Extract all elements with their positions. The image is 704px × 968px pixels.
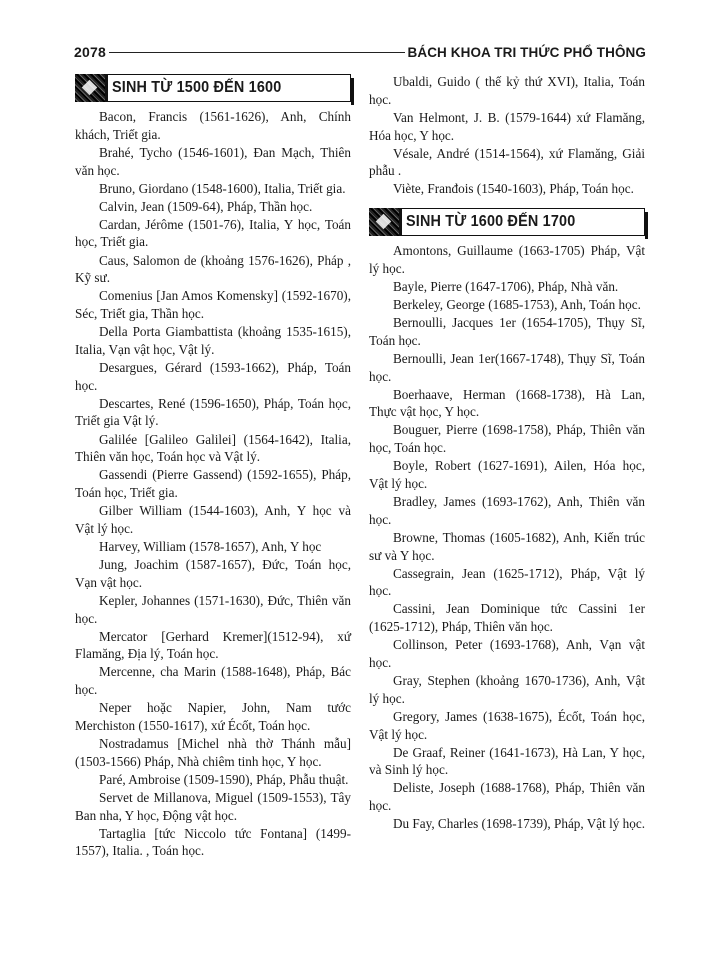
biography-entry: Cassini, Jean Dominique tức Cassini 1er (1625-1712), Pháp, Thiên văn học. bbox=[369, 601, 645, 635]
biography-entry: Cassegrain, Jean (1625-1712), Pháp, Vật lý học. bbox=[369, 565, 645, 599]
biography-entry: Du Fay, Charles (1698-1739), Pháp, Vật lý học. bbox=[393, 816, 645, 832]
biography-entry: Cardan, Jérôme (1501-76), Italia, Y học, Toán học, Triết gia. bbox=[75, 216, 351, 250]
biography-entry: Mercator [Gerhard Kremer](1512-94), xứ Flamăng, Địa lý, Toán học. bbox=[75, 628, 351, 662]
biography-entry: Bernoulli, Jean 1er(1667-1748), Thụy Sĩ, Toán học. bbox=[369, 350, 645, 384]
biography-entry: Paré, Ambroise (1509-1590), Pháp, Phẫu thuật. bbox=[99, 771, 349, 787]
section-title-box bbox=[105, 74, 351, 102]
biography-entry: Harvey, William (1578-1657), Anh, Y học bbox=[99, 538, 322, 554]
biography-entry: Calvin, Jean (1509-64), Pháp, Thần học. bbox=[99, 198, 313, 214]
biography-entry: Bruno, Giordano (1548-1600), Italia, Triết gia. bbox=[99, 180, 346, 196]
page-number: 2078 bbox=[74, 44, 106, 60]
continued-entry-list bbox=[369, 73, 645, 198]
page-header bbox=[74, 42, 646, 62]
biography-entry: Viète, Franđois (1540-1603), Pháp, Toán học. bbox=[393, 181, 634, 197]
biography-entry: Bouguer, Pierre (1698-1758), Pháp, Thiên văn học, Toán học. bbox=[369, 422, 645, 456]
biography-entry: Collinson, Peter (1693-1768), Anh, Vạn vật học. bbox=[369, 637, 645, 670]
biography-entry: Bernoulli, Jacques 1er (1654-1705), Thụy Sĩ, Toán học. bbox=[369, 315, 645, 348]
section-title-box bbox=[399, 208, 645, 236]
biography-entry: Gregory, James (1638-1675), Écốt, Toán học, Vật lý học. bbox=[369, 708, 645, 742]
biography-entry: Caus, Salomon de (khoảng 1576-1626), Pháp , Kỹ sư. bbox=[75, 252, 351, 286]
entry-list bbox=[369, 242, 645, 833]
header-rule bbox=[109, 52, 405, 53]
section-heading-1500-1600 bbox=[75, 74, 351, 102]
biography-entry: Vésale, André (1514-1564), xứ Flamăng, Giải phẫu . bbox=[369, 145, 645, 179]
biography-entry: Desargues, Gérard (1593-1662), Pháp, Toán học. bbox=[75, 359, 351, 393]
section-ornament-icon bbox=[369, 208, 399, 236]
biography-entry: Gray, Stephen (khoảng 1670-1736), Anh, Vật lý học. bbox=[369, 673, 645, 706]
biography-entry: Brahé, Tycho (1546-1601), Đan Mạch, Thiên văn học. bbox=[75, 144, 351, 178]
biography-entry: Comenius [Jan Amos Komensky] (1592-1670), Séc, Triết gia, Thần học. bbox=[75, 288, 351, 322]
biography-entry: Deliste, Joseph (1688-1768), Pháp, Thiên văn học. bbox=[369, 780, 645, 814]
biography-entry: Bacon, Francis (1561-1626), Anh, Chính khách, Triết gia. bbox=[75, 109, 351, 142]
biography-entry: Bradley, James (1693-1762), Anh, Thiên văn học. bbox=[369, 494, 645, 527]
biography-entry: Gassendi (Pierre Gassend) (1592-1655), Pháp, Toán học, Triết gia. bbox=[75, 467, 351, 501]
biography-entry: Boerhaave, Herman (1668-1738), Hà Lan, Thực vật học, Y học. bbox=[369, 386, 645, 420]
biography-entry: Galilée [Galileo Galilei] (1564-1642), Italia, Thiên văn học, Toán học và Vật lý. bbox=[75, 431, 351, 465]
section-heading-1600-1700 bbox=[369, 208, 645, 236]
biography-entry: Mercenne, cha Marin (1588-1648), Pháp, Bác học. bbox=[75, 664, 351, 698]
section-title: SINH TỪ 1600 ĐẾN 1700 bbox=[406, 213, 576, 231]
biography-entry: Browne, Thomas (1605-1682), Anh, Kiến trúc sư và Y học. bbox=[369, 529, 645, 563]
biography-entry: Nostradamus [Michel nhà thờ Thánh mẫu] (1503-1566) Pháp, Nhà chiêm tinh học, Y học. bbox=[75, 736, 351, 769]
biography-entry: Della Porta Giambattista (khoảng 1535-1615), Italia, Vạn vật học, Vật lý. bbox=[75, 324, 351, 357]
biography-entry: Kepler, Johannes (1571-1630), Đức, Thiên văn học. bbox=[75, 592, 351, 626]
biography-entry: De Graaf, Reiner (1641-1673), Hà Lan, Y học, và Sinh lý học. bbox=[369, 744, 645, 778]
biography-entry: Boyle, Robert (1627-1691), Ailen, Hóa học, Vật lý học. bbox=[369, 458, 645, 491]
book-title: BÁCH KHOA TRI THỨC PHỔ THÔNG bbox=[407, 44, 646, 60]
biography-entry: Amontons, Guillaume (1663-1705) Pháp, Vật lý học. bbox=[369, 243, 645, 276]
biography-entry: Jung, Joachim (1587-1657), Đức, Toán học, Vạn vật học. bbox=[75, 557, 351, 590]
biography-entry: Tartaglia [tức Niccolo tức Fontana] (1499-1557), Italia. , Toán học. bbox=[75, 825, 351, 859]
left-column bbox=[75, 73, 351, 861]
entry-list bbox=[75, 108, 351, 860]
section-title: SINH TỪ 1500 ĐẾN 1600 bbox=[112, 79, 282, 97]
biography-entry: Berkeley, George (1685-1753), Anh, Toán học. bbox=[393, 296, 641, 312]
biography-entry: Bayle, Pierre (1647-1706), Pháp, Nhà văn. bbox=[393, 278, 619, 294]
biography-entry: Gilber William (1544-1603), Anh, Y học và Vật lý học. bbox=[75, 503, 351, 536]
biography-entry: Servet de Millanova, Miguel (1509-1553), Tây Ban nha, Y học, Động vật học. bbox=[75, 789, 351, 823]
biography-entry: Neper hoặc Napier, John, Nam tước Merchiston (1550-1617), xứ Écốt, Toán học. bbox=[75, 700, 351, 733]
biography-entry: Van Helmont, J. B. (1579-1644) xứ Flamăng, Hóa học, Y học. bbox=[369, 109, 645, 143]
section-ornament-icon bbox=[75, 74, 105, 102]
biography-entry: Descartes, René (1596-1650), Pháp, Toán học, Triết gia Vật lý. bbox=[75, 395, 351, 429]
right-column bbox=[369, 73, 645, 833]
biography-entry: Ubaldi, Guido ( thế kỷ thứ XVI), Italia, Toán học. bbox=[369, 74, 645, 107]
